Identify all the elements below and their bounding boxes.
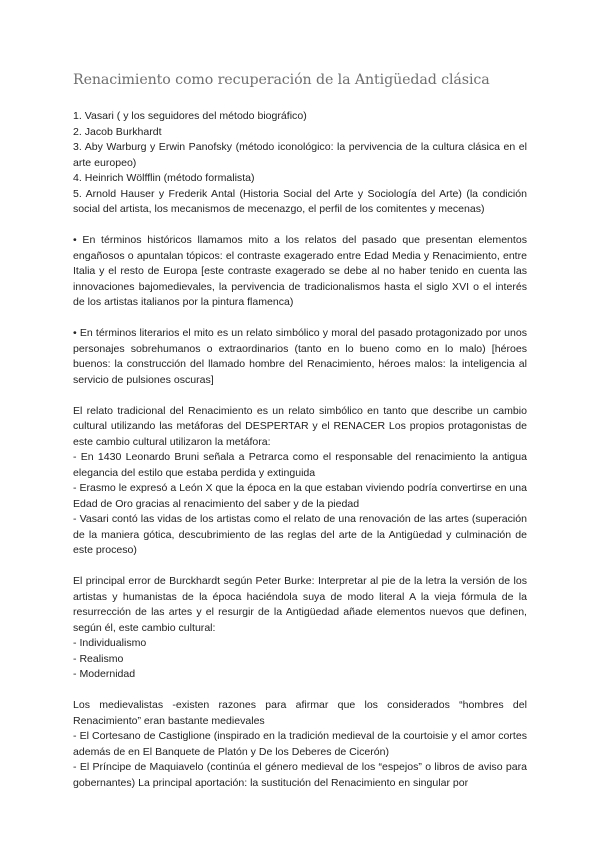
- traditional-story-section: [73, 404, 527, 559]
- list-item: - Individualismo: [73, 637, 147, 649]
- list-item: - El Cortesano de Castiglione (inspirado en la tradición medieval de la courtoisie y el amor cortes además de en El Banquete de Platón y De los Deberes de Cicerón): [73, 730, 527, 758]
- list-item: - Vasari contó las vidas de los artistas como el relato de una renovación de las artes (superación de la maniera gótica, descubrimiento de las reglas del arte de la Antigüedad y culminación de este proceso): [73, 513, 527, 556]
- list-item: 2. Jacob Burkhardt: [73, 125, 162, 138]
- list-item: 3. Aby Warburg y Erwin Panofsky (método iconológico: la pervivencia de la cultura clásica en el arte europeo): [73, 141, 527, 169]
- burke-intro: El principal error de Burckhardt según Peter Burke: Interpretar al pie de la letra la versión de los artistas y humanistas de la época haciéndola suya de modo literal A la vieja fórmula de la resurrección de las artes y el resurgir de la Antigüedad añade elementos nuevos que definen, según él, este cambio cultural:: [73, 575, 527, 634]
- list-item: - Realismo: [73, 652, 124, 665]
- myth-historical-paragraph: • En términos históricos llamamos mito a los relatos del pasado que presentan elementos engañosos o apuntalan tópicos: el contraste exagerado entre Edad Media y Renacimiento, entre Italia y el resto de Europa [este contraste exagerado se debe al no haber tenido en cuenta las innovaciones bajomedievales, la pervivencia de tradicionalismos hasta el siglo XVI o el interés de los artistas italianos por la pintura flamenca): [73, 234, 527, 308]
- page-title: Renacimiento como recuperación de la Antigüedad clásica: [73, 72, 490, 88]
- document-body: [73, 109, 527, 791]
- traditional-story-intro: El relato tradicional del Renacimiento es un relato simbólico en tanto que describe un cambio cultural utilizando las metáforas del DESPERTAR y el RENACER Los propios protagonistas de este cambio cultural utilizaron la metáfora:: [73, 404, 527, 448]
- list-item: 4. Heinrich Wölfflin (método formalista): [73, 172, 255, 184]
- medievalists-section: [73, 698, 527, 791]
- list-item: - Modernidad: [73, 668, 136, 680]
- list-item: 5. Arnold Hauser y Frederik Antal (Historia Social del Arte y Sociología del Arte) (la condición social del artista, los mecanismos de mecenazgo, el perfil de los comitentes y mecenas): [73, 187, 527, 215]
- burke-section: [73, 574, 527, 683]
- myth-literary-paragraph: • En términos literarios el mito es un relato simbólico y moral del pasado protagonizado por unos personajes sobrehumanos o extraordinarios (tanto en lo bueno como en lo malo) [héroes buenos: la construcción del llamado hombre del Renacimiento, héroes malos: la inteligencia al servicio de pulsiones oscuras]: [73, 327, 527, 386]
- list-item: 1. Vasari ( y los seguidores del método biográfico): [73, 110, 307, 122]
- list-item: - En 1430 Leonardo Bruni señala a Petrarca como el responsable del renacimiento la antigua elegancia del estilo que estaba perdida y extinguida: [73, 451, 527, 479]
- methods-list: [73, 109, 527, 218]
- list-item: - El Príncipe de Maquiavelo (continúa el género medieval de los “espejos” o libros de aviso para gobernantes) La principal aportación: la sustitución del Renacimiento en singular por: [73, 761, 527, 789]
- medievalists-intro: Los medievalistas -existen razones para afirmar que los considerados “hombres del Renacimiento” eran bastante medievales: [73, 699, 527, 727]
- list-item: - Erasmo le expresó a León X que la época en la que estaban viviendo podría convertirse en una Edad de Oro gracias al renacimiento del saber y de la piedad: [73, 482, 527, 510]
